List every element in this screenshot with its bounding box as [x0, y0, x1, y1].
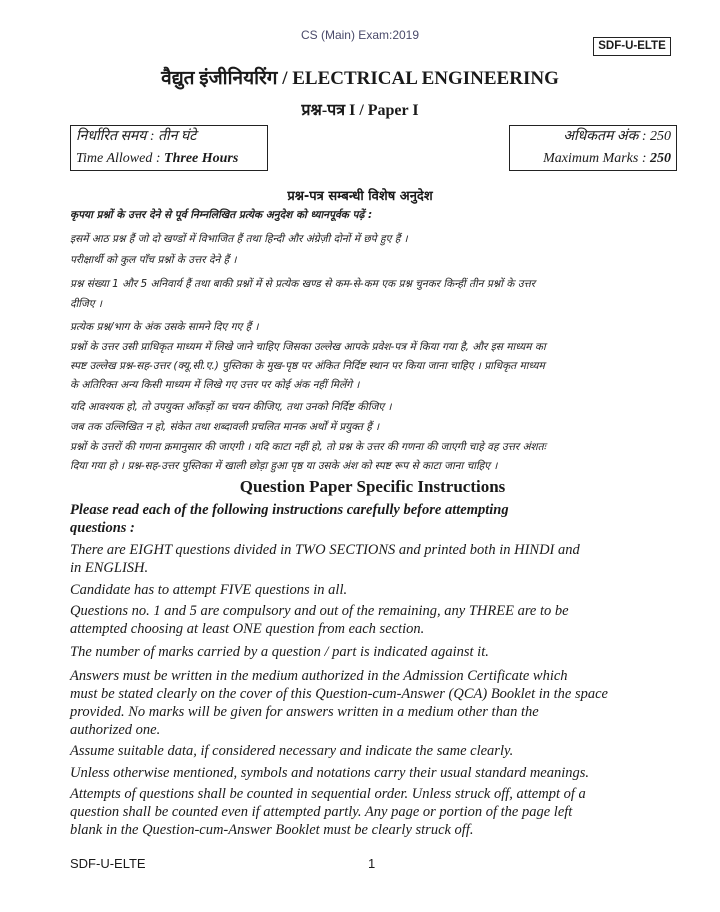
- english-instruction-line: Answers must be written in the medium authorized in the Admission Certificate which: [70, 668, 568, 684]
- hindi-instruction-line: प्रत्येक प्रश्न/भाग के अंक उसके सामने दिए गए हैं ।: [70, 321, 259, 333]
- footer-paper-code: SDF-U-ELTE: [70, 856, 146, 871]
- hindi-instruction-line: दिया गया हो । प्रश्न-सह-उत्तर पुस्तिका में खाली छोड़ा हुआ पृष्ठ या उसके अंश को स्पष्ट रूप से काटा जाना चाहिए ।: [70, 460, 498, 472]
- hindi-instruction-line: कृपया प्रश्नों के उत्तर देने से पूर्व निम्नलिखित प्रत्येक अनुदेश को ध्यानपूर्वक पढ़ें :: [70, 209, 373, 221]
- page-title: वैद्युत इंजीनियरिंग / ELECTRICAL ENGINEERING: [161, 68, 559, 89]
- english-instruction-line: Assume suitable data, if considered necessary and indicate the same clearly.: [70, 743, 514, 759]
- exam-stamp: CS (Main) Exam:2019: [300, 28, 420, 42]
- time-allowed-box: [70, 125, 268, 171]
- english-instruction-line: Candidate has to attempt FIVE questions in all.: [70, 582, 348, 598]
- english-instruction-line: provided. No marks will be given for answers written in a medium other than the: [70, 704, 539, 720]
- hindi-instruction-line: यदि आवश्यक हो, तो उपयुक्त आँकड़ों का चयन कीजिए, तथा उनको निर्दिष्ट कीजिए ।: [70, 401, 392, 413]
- maximum-marks-english: Maximum Marks : 250: [543, 151, 671, 166]
- time-allowed-english: Time Allowed : Three Hours: [76, 151, 239, 166]
- english-instruction-line: Questions no. 1 and 5 are compulsory and out of the remaining, any THREE are to be: [70, 603, 569, 619]
- hindi-instruction-line: स्पष्ट उल्लेख प्रश्न-सह-उत्तर (क्यू.सी.ए.) पुस्तिका के मुख-पृष्ठ पर अंकित निर्दिष्ट स्थान पर किया जाना चाहिए । प्राधिकृत माध्यम: [70, 360, 545, 372]
- english-instruction-line: question shall be counted even if attempted partly. Any page or portion of the page left: [70, 804, 573, 820]
- english-instruction-line: Please read each of the following instructions carefully before attempting: [70, 502, 509, 518]
- english-instruction-line: blank in the Question-cum-Answer Booklet must be clearly struck off.: [70, 822, 474, 838]
- hindi-instruction-line: जब तक उल्लिखित न हो, संकेत तथा शब्दावली प्रचलित मानक अर्थों में प्रयुक्त हैं ।: [70, 421, 380, 433]
- maximum-marks-hindi: अधिकतम अंक : 250: [563, 129, 671, 144]
- hindi-instruction-line: दीजिए ।: [70, 298, 102, 310]
- english-instruction-line: There are EIGHT questions divided in TWO SECTIONS and printed both in HINDI and: [70, 542, 580, 558]
- english-instruction-line: authorized one.: [70, 722, 161, 738]
- english-instruction-line: attempted choosing at least ONE question from each section.: [70, 621, 425, 637]
- maximum-marks-box: [509, 125, 677, 171]
- english-instruction-line: in ENGLISH.: [70, 560, 149, 576]
- hindi-instruction-line: इसमें आठ प्रश्न हैं जो दो खण्डों में विभाजित हैं तथा हिन्दी और अंग्रेज़ी दोनों में छपे हुए हैं ।: [70, 233, 408, 245]
- english-instruction-line: The number of marks carried by a question / part is indicated against it.: [70, 644, 489, 660]
- paper-subtitle: प्रश्न-पत्र I / Paper I: [301, 102, 419, 119]
- hindi-instruction-line: प्रश्नों के उत्तर उसी प्राधिकृत माध्यम में लिखे जाने चाहिए जिसका उल्लेख आपके प्रवेश-पत्र में किया गया है, और इस माध्यम का: [70, 341, 546, 353]
- english-instruction-line: must be stated clearly on the cover of this Question-cum-Answer (QCA) Booklet in the space: [70, 686, 608, 702]
- english-instruction-line: questions :: [70, 520, 135, 536]
- hindi-instruction-line: परीक्षार्थी को कुल पाँच प्रश्नों के उत्तर देने हैं ।: [70, 254, 237, 266]
- hindi-instruction-line: के अतिरिक्त अन्य किसी माध्यम में लिखे गए उत्तर पर कोई अंक नहीं मिलेंगे ।: [70, 379, 360, 391]
- hindi-instruction-line: प्रश्नों के उत्तरों की गणना क्रमानुसार की जाएगी । यदि काटा नहीं हो, तो प्रश्न के उत्तर की गणना की जाएगी चाहे वह उत्तर अंशतः: [70, 441, 546, 453]
- hindi-instruction-line: प्रश्न संख्या 1 और 5 अनिवार्य हैं तथा बाकी प्रश्नों में से प्रत्येक खण्ड से कम-से-कम एक प्रश्न चुनकर किन्हीं तीन प्रश्नों के उत्तर: [70, 278, 535, 290]
- page-number: 1: [368, 856, 376, 871]
- hindi-instructions-heading: प्रश्न-पत्र सम्बन्धी विशेष अनुदेश: [287, 189, 433, 204]
- english-instruction-line: Unless otherwise mentioned, symbols and notations carry their usual standard meanings.: [70, 765, 590, 781]
- paper-code-box: SDF-U-ELTE: [593, 37, 671, 56]
- time-allowed-hindi: निर्धारित समय : तीन घंटे: [76, 129, 197, 144]
- english-instruction-line: Attempts of questions shall be counted in sequential order. Unless struck off, attempt of a: [70, 786, 586, 802]
- english-instructions-heading: Question Paper Specific Instructions: [239, 477, 506, 496]
